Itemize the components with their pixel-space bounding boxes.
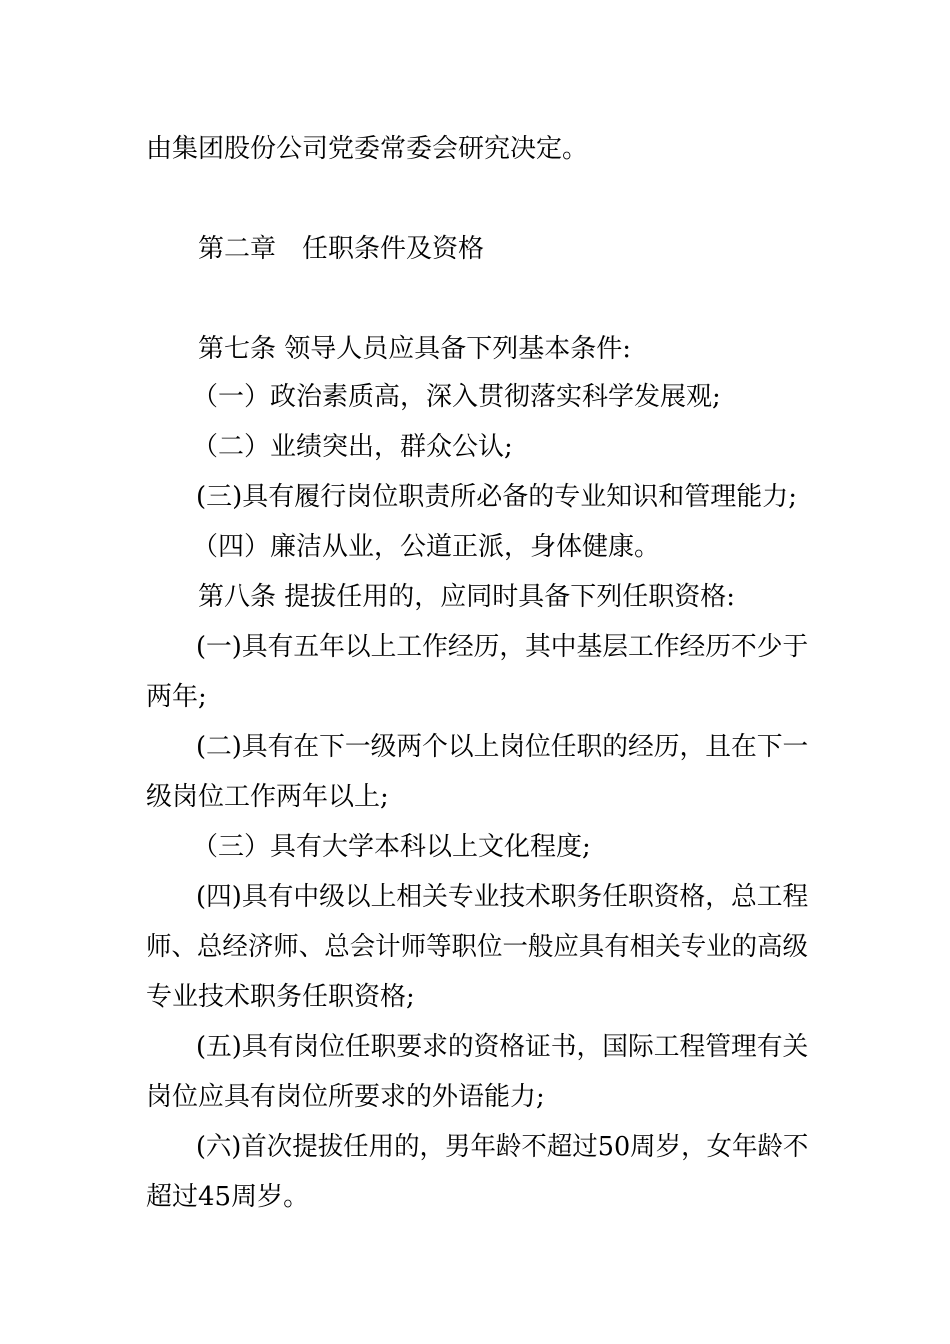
text-line: （四）廉洁从业，公道正派，身体健康。 bbox=[192, 532, 661, 562]
text-line: 师、总经济师、总会计师等职位一般应具有相关专业的高级 bbox=[146, 932, 809, 962]
article-heading: 第八条 提拔任用的，应同时具备下列任职资格: bbox=[198, 582, 736, 612]
text-line: （二）业绩突出，群众公认; bbox=[192, 432, 513, 462]
text-line: (二)具有在下一级两个以上岗位任职的经历，且在下一 bbox=[196, 732, 809, 762]
text-line: 岗位应具有岗位所要求的外语能力; bbox=[146, 1082, 545, 1112]
text-line: （一）政治素质高，深入贯彻落实科学发展观; bbox=[192, 382, 721, 412]
text-line: 由集团股份公司党委常委会研究决定。 bbox=[146, 134, 589, 164]
text-line: 超过45周岁。 bbox=[146, 1182, 310, 1212]
text-line: (六)首次提拔任用的，男年龄不超过50周岁，女年龄不 bbox=[196, 1132, 809, 1162]
article-heading: 第七条 领导人员应具备下列基本条件: bbox=[198, 334, 632, 364]
text-line: (四)具有中级以上相关专业技术职务任职资格，总工程 bbox=[196, 882, 809, 912]
text-line: (一)具有五年以上工作经历，其中基层工作经历不少于 bbox=[196, 632, 809, 662]
text-line: (五)具有岗位任职要求的资格证书，国际工程管理有关 bbox=[196, 1032, 809, 1062]
chapter-heading: 第二章 任职条件及资格 bbox=[198, 234, 485, 264]
text-line: 级岗位工作两年以上; bbox=[146, 782, 389, 812]
text-line: (三)具有履行岗位职责所必备的专业知识和管理能力; bbox=[196, 482, 798, 512]
text-line: 两年; bbox=[146, 682, 207, 712]
text-line: 专业技术职务任职资格; bbox=[146, 982, 415, 1012]
text-line: （三）具有大学本科以上文化程度; bbox=[192, 832, 591, 862]
